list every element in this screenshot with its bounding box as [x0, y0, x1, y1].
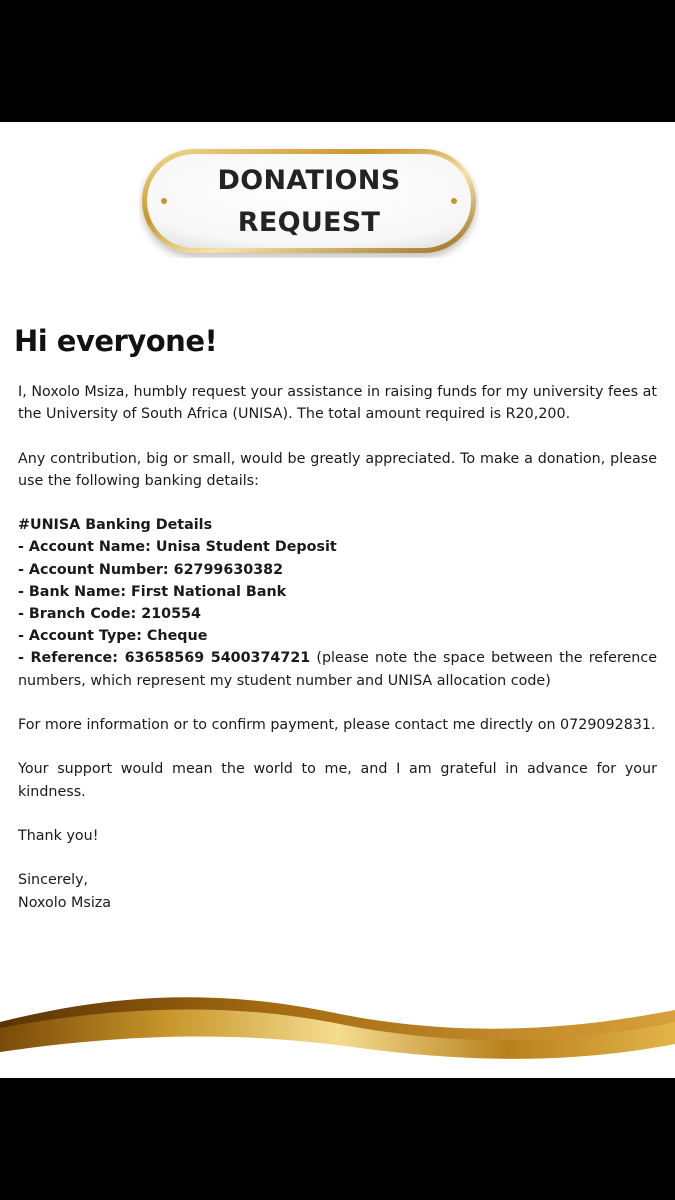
support-paragraph: Your support would mean the world to me, and I am grateful in advance for your kindness.: [18, 761, 657, 800]
account-name: - Account Name: Unisa Student Deposit: [18, 539, 337, 556]
banking-heading: #UNISA Banking Details: [18, 517, 213, 534]
contact-paragraph: For more information or to confirm payment, please contact me directly on 0729092831.: [18, 717, 656, 733]
reference-note: (please note the space between the reference numbers, which represent my student number and UNISA allocation code): [18, 650, 657, 689]
banner-title: DONATIONS REQUEST: [217, 165, 401, 238]
gold-wave-decoration: [0, 982, 675, 1078]
sign-off: [18, 869, 657, 913]
reference-label: - Reference: 63658569 5400374721: [18, 650, 311, 667]
reference-line: [18, 647, 657, 691]
intro-paragraph: I, Noxolo Msiza, humbly request your assistance in raising funds for my university fees at the University of South Africa (UNISA). The total amount required is R20,200.: [18, 384, 657, 423]
title-banner: [139, 146, 479, 258]
branch-code: - Branch Code: 210554: [18, 606, 201, 622]
thanks-line: Thank you!: [18, 827, 99, 844]
greeting-heading: Hi everyone!: [14, 324, 218, 358]
banking-details: [18, 514, 657, 692]
bank-name: - Bank Name: First National Bank: [18, 583, 287, 600]
letter-body: [18, 381, 657, 914]
account-type: - Account Type: Cheque: [18, 628, 208, 645]
contribution-paragraph: Any contribution, big or small, would be greatly appreciated. To make a donation, please use the following banking details:: [18, 450, 657, 489]
closing-line: Sincerely,: [18, 872, 89, 889]
flyer-sheet: [0, 122, 675, 1078]
account-number: - Account Number: 62799630382: [18, 561, 284, 578]
signature-name: Noxolo Msiza: [18, 894, 112, 911]
